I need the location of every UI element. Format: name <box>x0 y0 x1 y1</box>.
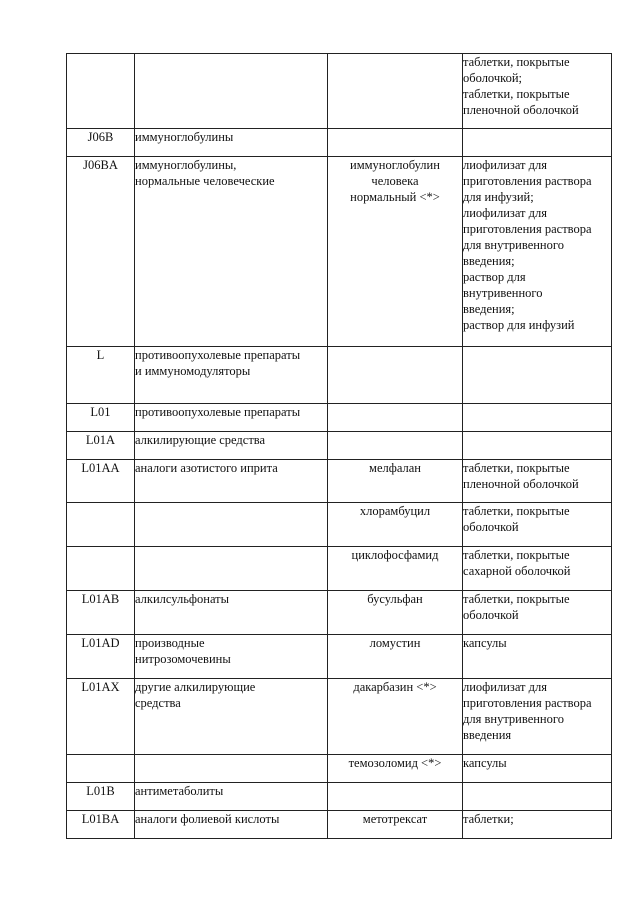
dosage-form-line: введения; <box>463 254 515 268</box>
group-name-cell <box>135 679 328 755</box>
group-name-line: алкилсульфонаты <box>135 592 230 606</box>
drug-name-line: хлорамбуцил <box>359 504 431 518</box>
dosage-form-line: введения <box>463 728 512 742</box>
group-name-line: и иммуномодуляторы <box>135 364 251 378</box>
table-row <box>67 811 612 839</box>
group-name-cell <box>135 503 328 547</box>
dosage-form-cell <box>463 755 612 783</box>
drug-name-line: темозоломид <*> <box>348 756 442 770</box>
dosage-form-line: таблетки, покрытые <box>463 548 570 562</box>
drug-name-line: ломустин <box>369 636 421 650</box>
drug-name-line: бусульфан <box>367 592 423 606</box>
group-name-line: иммуноглобулины <box>135 130 234 144</box>
atc-code-cell: J06BA <box>67 157 135 347</box>
drug-name-cell <box>328 635 463 679</box>
group-name-line: антиметаболиты <box>135 784 224 798</box>
group-name-cell <box>135 783 328 811</box>
drug-name-cell <box>328 347 463 404</box>
group-name-line: аналоги азотистого иприта <box>135 461 278 475</box>
group-name-cell <box>135 129 328 157</box>
dosage-form-cell <box>463 811 612 839</box>
group-name-line: алкилирующие средства <box>135 433 266 447</box>
dosage-form-line: лиофилизат для <box>463 680 547 694</box>
dosage-form-cell <box>463 54 612 129</box>
dosage-form-cell <box>463 547 612 591</box>
group-name-line: противоопухолевые препараты <box>135 348 301 362</box>
dosage-form-line: оболочкой <box>463 608 519 622</box>
atc-code-cell: L01AD <box>67 635 135 679</box>
group-name-cell <box>135 591 328 635</box>
atc-code-cell: L01AB <box>67 591 135 635</box>
dosage-form-line: приготовления раствора <box>463 174 592 188</box>
drug-name-cell <box>328 54 463 129</box>
dosage-form-cell <box>463 404 612 432</box>
dosage-form-cell <box>463 432 612 460</box>
drug-name-cell <box>328 404 463 432</box>
dosage-form-line: внутривенного <box>463 286 543 300</box>
table-row <box>67 347 612 404</box>
group-name-line: нормальные человеческие <box>135 174 275 188</box>
group-name-cell <box>135 635 328 679</box>
group-name-cell <box>135 432 328 460</box>
drug-name-cell <box>328 591 463 635</box>
table-row <box>67 547 612 591</box>
table-row <box>67 432 612 460</box>
dosage-form-cell <box>463 679 612 755</box>
dosage-form-line: для внутривенного <box>463 238 564 252</box>
table-row <box>67 503 612 547</box>
table-row <box>67 783 612 811</box>
drug-list-body <box>67 54 612 839</box>
table-row <box>67 755 612 783</box>
drug-name-cell <box>328 432 463 460</box>
dosage-form-line: сахарной оболочкой <box>463 564 571 578</box>
dosage-form-line: таблетки, покрытые <box>463 55 570 69</box>
dosage-form-cell <box>463 460 612 503</box>
group-name-cell <box>135 755 328 783</box>
dosage-form-line: таблетки, покрытые <box>463 504 570 518</box>
group-name-line: производные <box>135 636 205 650</box>
table-row <box>67 54 612 129</box>
drug-name-cell <box>328 755 463 783</box>
atc-code-cell: L <box>67 347 135 404</box>
dosage-form-cell <box>463 591 612 635</box>
dosage-form-line: раствор для инфузий <box>463 318 575 332</box>
drug-name-cell <box>328 503 463 547</box>
atc-code-cell: L01AA <box>67 460 135 503</box>
atc-code-cell: L01AX <box>67 679 135 755</box>
group-name-cell <box>135 347 328 404</box>
table-row <box>67 635 612 679</box>
group-name-line: иммуноглобулины, <box>135 158 237 172</box>
atc-code-cell <box>67 755 135 783</box>
dosage-form-line: лиофилизат для <box>463 206 547 220</box>
table-row <box>67 591 612 635</box>
group-name-cell <box>135 157 328 347</box>
dosage-form-line: оболочкой; <box>463 71 522 85</box>
group-name-cell <box>135 54 328 129</box>
group-name-cell <box>135 404 328 432</box>
atc-code-cell <box>67 547 135 591</box>
drug-name-cell <box>328 811 463 839</box>
atc-code-cell <box>67 503 135 547</box>
dosage-form-line: раствор для <box>463 270 526 284</box>
drug-name-cell <box>328 679 463 755</box>
drug-name-cell <box>328 783 463 811</box>
group-name-cell <box>135 547 328 591</box>
atc-code-cell: J06B <box>67 129 135 157</box>
drug-name-line: дакарбазин <*> <box>353 680 437 694</box>
dosage-form-cell <box>463 783 612 811</box>
drug-name-line: человека <box>371 174 419 188</box>
dosage-form-line: для внутривенного <box>463 712 564 726</box>
atc-code-cell: L01BA <box>67 811 135 839</box>
table-row <box>67 679 612 755</box>
drug-name-line: иммуноглобулин <box>350 158 440 172</box>
dosage-form-line: таблетки, покрытые <box>463 461 570 475</box>
dosage-form-cell <box>463 347 612 404</box>
atc-code-cell: L01B <box>67 783 135 811</box>
dosage-form-line: капсулы <box>463 756 507 770</box>
drug-name-cell <box>328 157 463 347</box>
group-name-line: другие алкилирующие <box>135 680 256 694</box>
dosage-form-cell <box>463 635 612 679</box>
atc-code-cell: L01 <box>67 404 135 432</box>
dosage-form-line: приготовления раствора <box>463 222 592 236</box>
table-row <box>67 404 612 432</box>
dosage-form-cell <box>463 503 612 547</box>
group-name-cell <box>135 811 328 839</box>
dosage-form-line: лиофилизат для <box>463 158 547 172</box>
atc-code-cell <box>67 54 135 129</box>
drug-name-cell <box>328 129 463 157</box>
table-row <box>67 157 612 347</box>
dosage-form-line: таблетки; <box>463 812 514 826</box>
group-name-line: средства <box>135 696 181 710</box>
table-row <box>67 460 612 503</box>
drug-name-line: мелфалан <box>369 461 421 475</box>
drug-name-cell <box>328 460 463 503</box>
dosage-form-line: таблетки, покрытые <box>463 592 570 606</box>
dosage-form-line: таблетки, покрытые <box>463 87 570 101</box>
dosage-form-line: оболочкой <box>463 520 519 534</box>
group-name-line: противоопухолевые препараты <box>135 405 301 419</box>
group-name-cell <box>135 460 328 503</box>
dosage-form-cell <box>463 157 612 347</box>
atc-code-cell: L01A <box>67 432 135 460</box>
drug-list-table <box>66 53 612 839</box>
dosage-form-line: пленочной оболочкой <box>463 477 579 491</box>
dosage-form-cell <box>463 129 612 157</box>
drug-name-line: циклофосфамид <box>351 548 439 562</box>
group-name-line: аналоги фолиевой кислоты <box>135 812 280 826</box>
dosage-form-line: введения; <box>463 302 515 316</box>
dosage-form-line: пленочной оболочкой <box>463 103 579 117</box>
dosage-form-line: для инфузий; <box>463 190 534 204</box>
table-row <box>67 129 612 157</box>
dosage-form-line: приготовления раствора <box>463 696 592 710</box>
drug-name-cell <box>328 547 463 591</box>
drug-name-line: метотрексат <box>362 812 428 826</box>
group-name-line: нитрозомочевины <box>135 652 231 666</box>
drug-name-line: нормальный <*> <box>350 190 440 204</box>
dosage-form-line: капсулы <box>463 636 507 650</box>
